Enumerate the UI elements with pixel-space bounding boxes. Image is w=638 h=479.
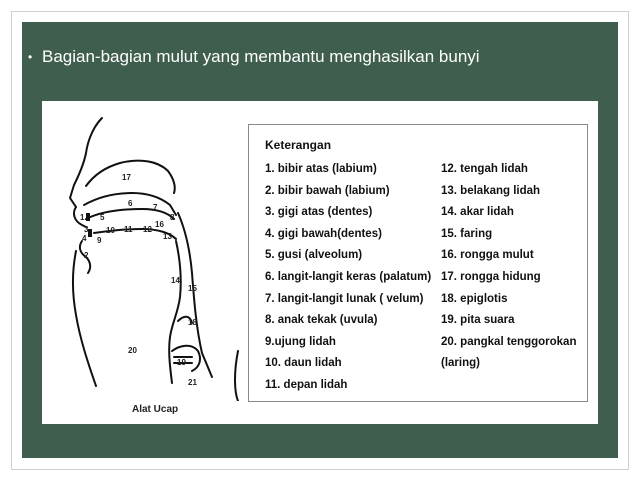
label-18: 18 [188, 318, 197, 327]
label-12: 12 [143, 225, 152, 234]
legend-item: 8. anak tekak (uvula) [265, 314, 378, 327]
label-10: 10 [106, 226, 115, 235]
slide-title [28, 47, 548, 67]
figure-area [42, 101, 598, 424]
legend-item: 2. bibir bawah (labium) [265, 184, 390, 197]
legend-item: 7. langit-langit lunak ( velum) [265, 292, 424, 305]
legend-item: 17. rongga hidung [441, 270, 541, 283]
label-15: 15 [188, 284, 197, 293]
diagram-caption: Alat Ucap [132, 404, 179, 415]
label-7: 7 [153, 203, 158, 212]
label-3: 3 [84, 225, 89, 234]
label-13: 13 [163, 232, 172, 241]
legend-left-column [265, 159, 445, 397]
legend-item: 18. epiglotis [441, 292, 508, 305]
label-19: 19 [177, 358, 186, 367]
legend-item: 14. akar lidah [441, 206, 514, 219]
label-2: 2 [84, 251, 89, 260]
legend-item: 12. tengah lidah [441, 163, 528, 175]
label-11: 11 [124, 225, 133, 234]
legend-item: 15. faring [441, 227, 493, 240]
label-16: 16 [155, 220, 164, 229]
label-6: 6 [128, 199, 133, 208]
legend-item: 3. gigi atas (dentes) [265, 206, 373, 219]
legend-item: 19. pita suara [441, 314, 515, 327]
legend-item: 13. belakang lidah [441, 184, 541, 197]
legend-item: 11. depan lidah [265, 378, 348, 391]
bullet-icon: • [28, 50, 33, 64]
legend-item: 5. gusi (alveolum) [265, 249, 363, 262]
label-5: 5 [100, 213, 105, 222]
legend-box [248, 124, 588, 402]
legend-right-column [441, 159, 589, 375]
vocal-tract-drawing [42, 101, 242, 401]
legend-item: 4. gigi bawah(dentes) [265, 227, 382, 240]
legend-item: 6. langit-langit keras (palatum) [265, 270, 432, 283]
legend-title: Keterangan [265, 138, 332, 152]
label-1: 1 [80, 213, 85, 222]
legend-item: 10. daun lidah [265, 357, 342, 370]
label-17: 17 [122, 173, 131, 182]
label-20: 20 [128, 346, 137, 355]
label-9: 9 [97, 236, 102, 245]
label-4: 4 [82, 234, 87, 243]
legend-item: 9.ujung lidah [265, 335, 336, 348]
legend-item: 1. bibir atas (labium) [265, 163, 377, 175]
label-8: 8 [170, 213, 175, 222]
label-21: 21 [188, 378, 197, 387]
legend-item: 16. rongga mulut [441, 249, 534, 262]
slide-title-text: Bagian-bagian mulut yang membantu menghasilkan bunyi [42, 47, 480, 66]
legend-item: 20. pangkal tenggorokan (laring) [441, 335, 577, 370]
vocal-tract-diagram [42, 101, 242, 424]
label-14: 14 [171, 276, 180, 285]
